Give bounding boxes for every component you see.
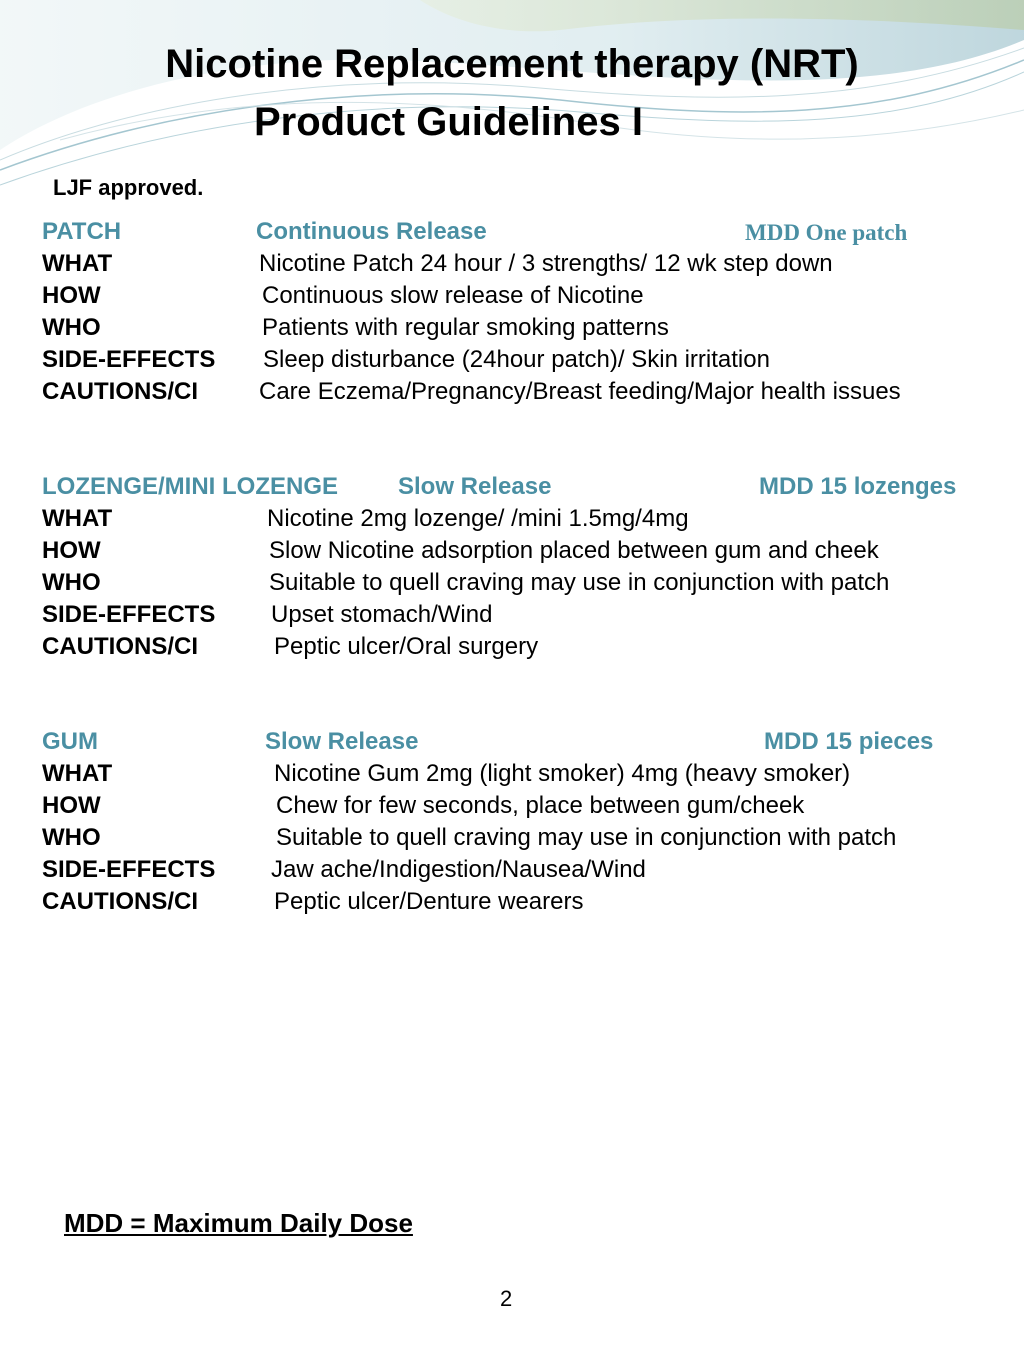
row-label: SIDE-EFFECTS — [42, 346, 216, 373]
row-value: Patients with regular smoking patterns — [262, 314, 669, 341]
row-value: Chew for few seconds, place between gum/cheek — [276, 792, 805, 819]
row-label: WHAT — [42, 505, 113, 532]
product-name: LOZENGE/MINI LOZENGE — [42, 473, 339, 500]
release-type: Slow Release — [398, 473, 552, 500]
page-number: 2 — [500, 1286, 513, 1311]
info-row — [42, 537, 982, 569]
section-header — [42, 728, 982, 760]
product-name: PATCH — [42, 218, 122, 245]
row-label: SIDE-EFFECTS — [42, 856, 216, 883]
info-row — [42, 378, 982, 410]
info-row — [42, 601, 982, 633]
patch-section — [42, 218, 982, 410]
row-label: WHAT — [42, 250, 113, 277]
row-label: CAUTIONS/CI — [42, 633, 198, 660]
row-label: HOW — [42, 792, 101, 819]
max-daily-dose: MDD One patch — [745, 220, 908, 245]
row-label: CAUTIONS/CI — [42, 888, 198, 915]
release-type: Slow Release — [265, 728, 419, 755]
gum-section — [42, 728, 982, 920]
info-row — [42, 824, 982, 856]
info-row — [42, 314, 982, 346]
row-label: WHO — [42, 569, 101, 596]
max-daily-dose: MDD 15 pieces — [764, 728, 934, 755]
mdd-footnote: MDD = Maximum Daily Dose — [64, 1208, 413, 1238]
release-type: Continuous Release — [256, 218, 487, 245]
row-value: Suitable to quell craving may use in conjunction with patch — [269, 569, 890, 596]
max-daily-dose: MDD 15 lozenges — [759, 473, 957, 500]
row-label: CAUTIONS/CI — [42, 378, 198, 405]
row-value: Slow Nicotine adsorption placed between gum and cheek — [269, 537, 879, 564]
row-value: Nicotine 2mg lozenge/ /mini 1.5mg/4mg — [267, 505, 689, 532]
row-value: Jaw ache/Indigestion/Nausea/Wind — [271, 856, 646, 883]
row-value: Nicotine Gum 2mg (light smoker) 4mg (heavy smoker) — [274, 760, 851, 787]
info-row — [42, 569, 982, 601]
row-label: WHO — [42, 314, 101, 341]
section-header — [42, 218, 982, 250]
product-name: GUM — [42, 728, 98, 755]
approval-note: LJF approved. — [53, 175, 204, 200]
row-value: Sleep disturbance (24hour patch)/ Skin irritation — [263, 346, 770, 373]
page-title-line-2: Product Guidelines I — [254, 100, 643, 144]
row-label: HOW — [42, 282, 101, 309]
info-row — [42, 760, 982, 792]
row-value: Upset stomach/Wind — [271, 601, 493, 628]
section-header — [42, 473, 982, 505]
lozenge-section — [42, 473, 982, 665]
info-row — [42, 792, 982, 824]
row-value: Peptic ulcer/Oral surgery — [274, 633, 539, 660]
row-value: Continuous slow release of Nicotine — [262, 282, 644, 309]
row-label: WHAT — [42, 760, 113, 787]
info-row — [42, 250, 982, 282]
page-title-line-1: Nicotine Replacement therapy (NRT) — [165, 42, 859, 86]
row-label: SIDE-EFFECTS — [42, 601, 216, 628]
info-row — [42, 282, 982, 314]
row-value: Suitable to quell craving may use in conjunction with patch — [276, 824, 897, 851]
row-label: HOW — [42, 537, 101, 564]
row-value: Care Eczema/Pregnancy/Breast feeding/Major health issues — [259, 378, 901, 405]
info-row — [42, 505, 982, 537]
info-row — [42, 346, 982, 378]
info-row — [42, 888, 982, 920]
row-label: WHO — [42, 824, 101, 851]
row-value: Nicotine Patch 24 hour / 3 strengths/ 12 wk step down — [259, 250, 833, 277]
info-row — [42, 856, 982, 888]
info-row — [42, 633, 982, 665]
row-value: Peptic ulcer/Denture wearers — [274, 888, 584, 915]
